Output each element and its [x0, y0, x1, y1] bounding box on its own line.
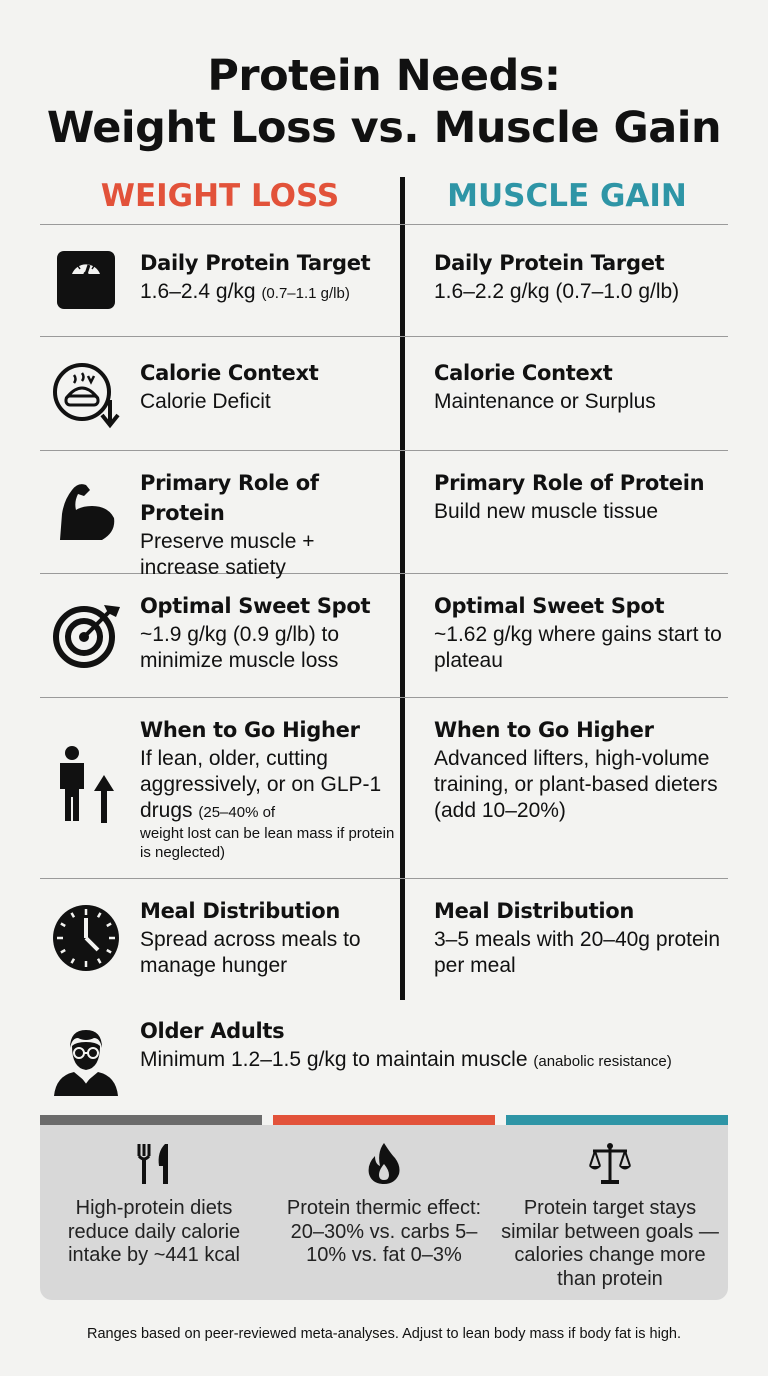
cell-value: Calorie Deficit — [140, 390, 271, 413]
scale-icon — [50, 244, 122, 316]
muscle-gain-cell — [434, 896, 724, 979]
cell-value — [140, 746, 398, 862]
older-adults-cell — [140, 1016, 740, 1076]
cell-label: When to Go Higher — [434, 718, 654, 742]
cell-value: ~1.62 g/kg where gains start to plateau — [434, 623, 722, 672]
row-divider — [40, 450, 728, 451]
row-divider — [40, 336, 728, 337]
value-detail: (0.7–1.1 g/lb) — [261, 285, 350, 302]
flexed-arm-icon — [50, 476, 122, 548]
column-header-weight-loss: WEIGHT LOSS — [100, 178, 340, 214]
target-icon — [50, 599, 122, 671]
weight-loss-cell — [140, 358, 398, 415]
balance-scale-icon — [500, 1136, 720, 1190]
cell-label: Calorie Context — [140, 361, 319, 385]
cell-label: Daily Protein Target — [140, 251, 371, 275]
value-detail: (anabolic resistance) — [533, 1053, 672, 1070]
fact-text: Protein target stays similar between goals — calories change more than protein — [501, 1197, 719, 1290]
row-divider — [40, 224, 728, 225]
column-header-muscle-gain: MUSCLE GAIN — [447, 178, 687, 214]
accent-bar-neutral — [40, 1115, 262, 1125]
title-line-2: Weight Loss vs. Muscle Gain — [46, 103, 722, 153]
older-adult-icon — [50, 1024, 122, 1096]
fact-text: High-protein diets reduce daily calorie intake by ~441 kcal — [67, 1197, 241, 1266]
cell-label: Optimal Sweet Spot — [140, 594, 371, 618]
value-text: Minimum 1.2–1.5 g/kg to maintain muscle — [140, 1048, 528, 1071]
cell-value: Preserve muscle + increase satiety — [140, 530, 315, 579]
flame-icon — [274, 1136, 494, 1190]
weight-loss-cell — [140, 591, 398, 674]
fact-calorie-intake — [44, 1136, 264, 1268]
calorie-deficit-icon — [50, 358, 122, 430]
weight-loss-cell — [140, 896, 398, 979]
fact-similar-targets — [500, 1136, 720, 1291]
footer-note: Ranges based on peer-reviewed meta-analyses. Adjust to lean body mass if body fat is high. — [86, 1326, 682, 1342]
person-arrow-up-icon — [50, 745, 122, 817]
cell-label: Calorie Context — [434, 361, 613, 385]
accent-bar-gain — [506, 1115, 728, 1125]
cell-label: Primary Role of Protein — [434, 471, 705, 495]
cell-value — [140, 279, 398, 305]
cell-label: Daily Protein Target — [434, 251, 665, 275]
cell-value: Maintenance or Surplus — [434, 390, 656, 413]
weight-loss-cell — [140, 468, 398, 581]
weight-loss-cell — [140, 248, 398, 305]
cell-label: When to Go Higher — [140, 718, 360, 742]
fork-knife-icon — [44, 1136, 264, 1190]
cell-value: Advanced lifters, high-volume training, or plant-based dieters (add 10–20%) — [434, 747, 718, 822]
muscle-gain-cell — [434, 715, 724, 824]
column-divider — [400, 177, 405, 1000]
row-divider — [40, 697, 728, 698]
value-detail: (25–40% of — [198, 804, 276, 821]
weight-loss-cell — [140, 715, 398, 862]
older-adults-value — [140, 1046, 740, 1076]
cell-value: 1.6–2.2 g/kg (0.7–1.0 g/lb) — [434, 280, 680, 303]
title-line-1: Protein Needs: — [207, 51, 561, 101]
older-adults-label: Older Adults — [140, 1019, 285, 1043]
value-text: If lean, older, cutting aggressively, or on GLP-1 drugs — [140, 747, 382, 822]
cell-value: 3–5 meals with 20–40g protein per meal — [434, 928, 721, 977]
value-text: 1.6–2.4 g/kg — [140, 280, 256, 303]
cell-label: Optimal Sweet Spot — [434, 594, 665, 618]
cell-label: Meal Distribution — [434, 899, 635, 923]
cell-value: Spread across meals to manage hunger — [140, 928, 361, 977]
cell-label: Primary Role of Protein — [140, 471, 319, 525]
cell-value: ~1.9 g/kg (0.9 g/lb) to minimize muscle loss — [140, 623, 340, 672]
clock-icon — [50, 902, 122, 974]
value-note: weight lost can be lean mass if protein is neglected) — [140, 825, 395, 861]
row-divider — [40, 878, 728, 879]
fact-thermic-effect — [274, 1136, 494, 1268]
muscle-gain-cell — [434, 248, 724, 305]
cell-value: Build new muscle tissue — [434, 500, 659, 523]
fact-text: Protein thermic effect: 20–30% vs. carbs 5–10% vs. fat 0–3% — [286, 1197, 482, 1266]
muscle-gain-cell — [434, 591, 724, 674]
cell-label: Meal Distribution — [140, 899, 341, 923]
accent-bar-loss — [273, 1115, 495, 1125]
muscle-gain-cell — [434, 468, 724, 525]
muscle-gain-cell — [434, 358, 724, 415]
page-title — [0, 50, 768, 154]
